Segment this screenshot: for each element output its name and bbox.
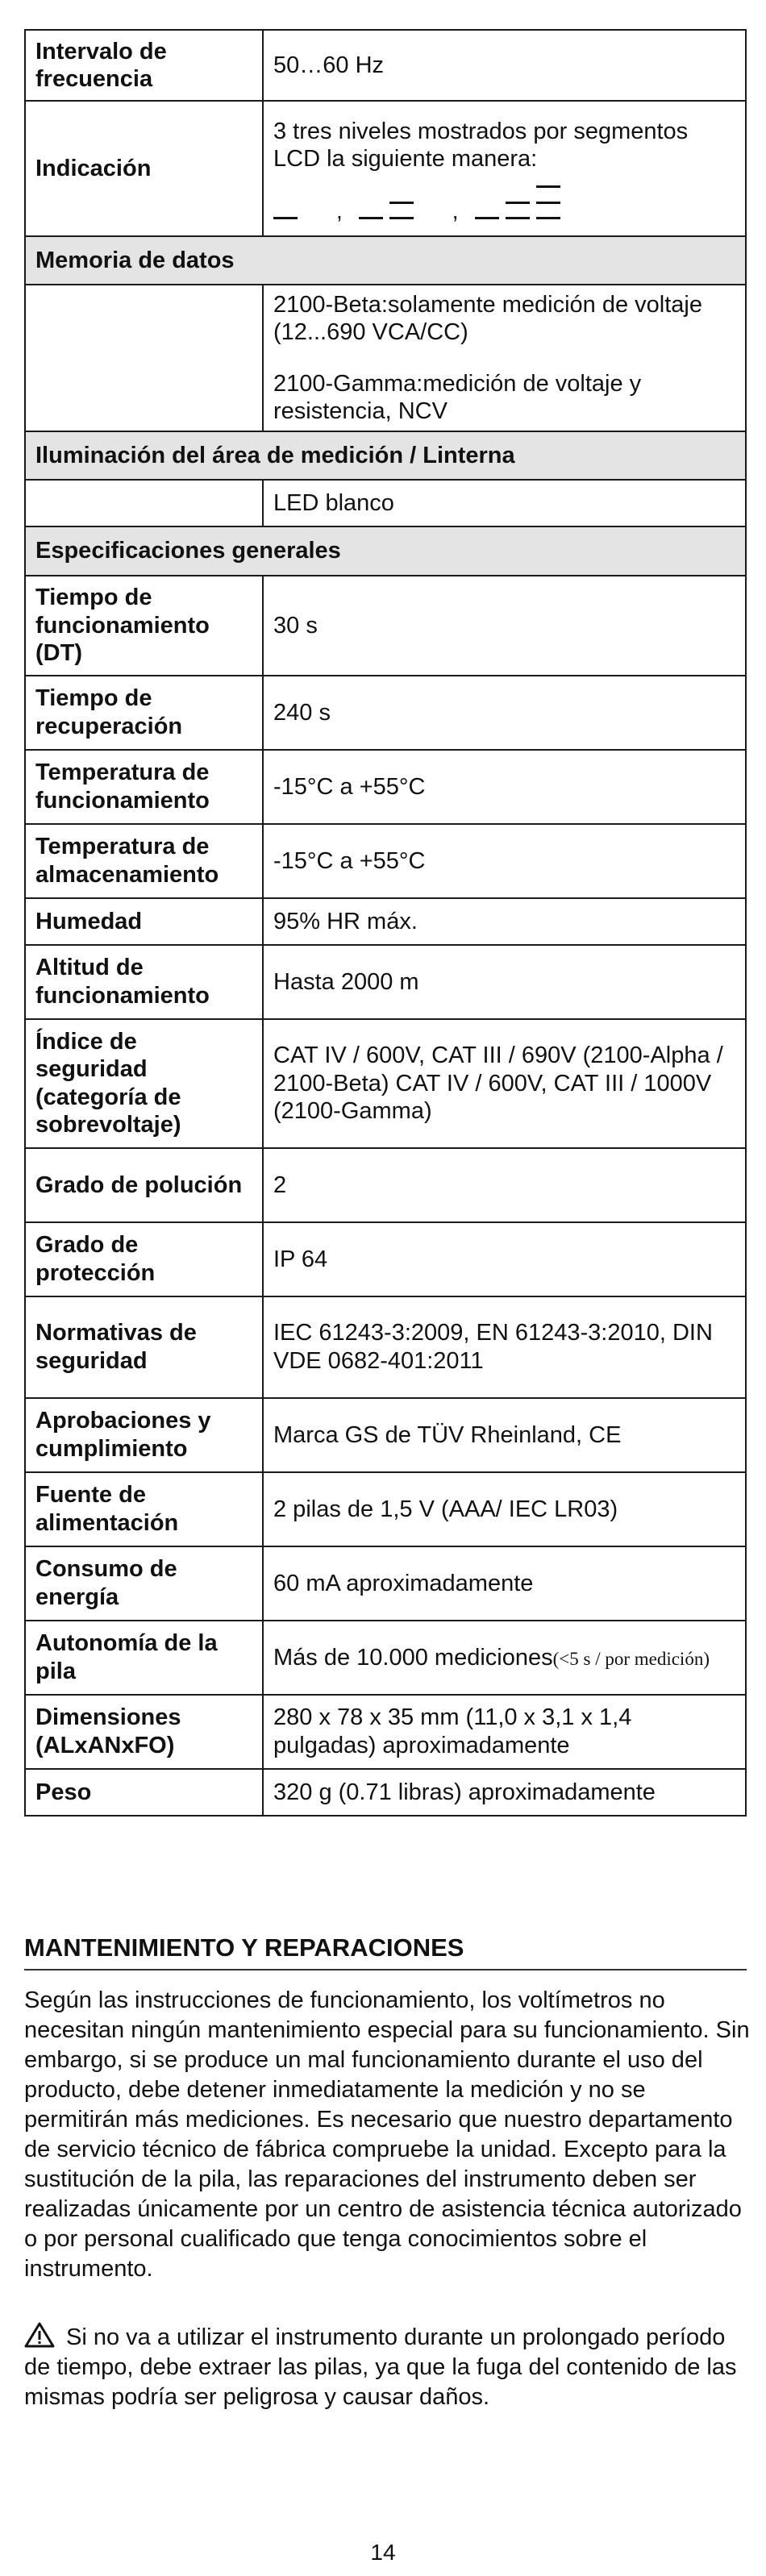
row-value: 95% HR máx. bbox=[263, 898, 746, 945]
memory-gamma-text: 2100-Gamma:medición de voltaje y resistencia, NCV bbox=[273, 371, 642, 425]
row-label: Consumo de energía bbox=[25, 1546, 263, 1621]
section-title: Memoria de datos bbox=[25, 236, 746, 285]
row-value: 280 x 78 x 35 mm (11,0 x 3,1 x 1,4 pulgadas) aproximadamente bbox=[263, 1695, 746, 1769]
battery-life-text: Más de 10.000 mediciones bbox=[273, 1644, 553, 1671]
row-label: Dimensiones (ALxANxFO) bbox=[25, 1695, 263, 1769]
table-row bbox=[25, 1472, 746, 1546]
row-label: Autonomía de la pila bbox=[25, 1621, 263, 1695]
lcd-level-1 bbox=[273, 182, 304, 219]
row-label: Fuente de alimentación bbox=[25, 1472, 263, 1546]
page-number: 14 bbox=[370, 2540, 396, 2565]
row-label: Intervalo de frecuencia bbox=[25, 30, 263, 101]
row-label bbox=[25, 480, 263, 526]
row-label: Tiempo de funcionamiento (DT) bbox=[25, 576, 263, 676]
row-value: -15°C a +55°C bbox=[263, 750, 746, 824]
row-value bbox=[263, 285, 746, 431]
table-row bbox=[25, 480, 746, 526]
table-row bbox=[25, 30, 746, 101]
row-value: IP 64 bbox=[263, 1222, 746, 1296]
row-value bbox=[263, 1621, 746, 1695]
row-label: Humedad bbox=[25, 898, 263, 945]
maintenance-heading: MANTENIMIENTO Y REPARACIONES bbox=[24, 1933, 747, 1970]
table-row bbox=[25, 1769, 746, 1816]
row-label: Peso bbox=[25, 1769, 263, 1816]
table-row bbox=[25, 1546, 746, 1621]
row-label: Grado de protección bbox=[25, 1222, 263, 1296]
warning-text: Si no va a utilizar el instrumento durante un prolongado período de tiempo, debe extraer las pilas, ya que la fuga del contenido de las mismas podría ser peligrosa y causar daños. bbox=[24, 2324, 737, 2410]
row-label: Indicación bbox=[25, 101, 263, 236]
row-value: IEC 61243-3:2009, EN 61243-3:2010, DIN VDE 0682-401:2011 bbox=[263, 1296, 746, 1398]
row-label: Temperatura de funcionamiento bbox=[25, 750, 263, 824]
warning-triangle-icon bbox=[24, 2322, 55, 2348]
lcd-digit bbox=[389, 182, 414, 219]
row-value: Hasta 2000 m bbox=[263, 945, 746, 1019]
lcd-digit bbox=[536, 182, 560, 219]
row-label: Altitud de funcionamiento bbox=[25, 945, 263, 1019]
table-row bbox=[25, 1019, 746, 1148]
row-value: -15°C a +55°C bbox=[263, 824, 746, 898]
table-row bbox=[25, 1695, 746, 1769]
lcd-digit bbox=[359, 182, 383, 219]
section-header-general-specs bbox=[25, 526, 746, 575]
table-row bbox=[25, 1296, 746, 1398]
indication-text: 3 tres niveles mostrados por segmentos LCD la siguiente manera: bbox=[273, 118, 689, 172]
maintenance-paragraph: Según las instrucciones de funcionamiento, los voltímetros no necesitan ningún mantenimiento especial para su funcionamiento. Sin embargo, si se produce un mal funcionamiento durante el uso del producto, debe detener inmediatamente la medición y no se permitirán más mediciones. Es necesario que nuestro departamento de servicio técnico de fábrica compruebe la unidad. Excepto para la sustitución de la pila, las reparaciones del instrumento deben ser realizadas únicamente por un centro de asistencia técnica autorizado o por personal cualificado que tenga conocimientos sobre el instrumento. bbox=[24, 1987, 750, 2282]
table-row bbox=[25, 1398, 746, 1472]
warning-paragraph bbox=[24, 2322, 750, 2412]
row-label: Temperatura de almacenamiento bbox=[25, 824, 263, 898]
table-row bbox=[25, 945, 746, 1019]
table-row bbox=[25, 898, 746, 945]
battery-life-note: (<5 s / por medición) bbox=[552, 1648, 710, 1669]
section-title: Especificaciones generales bbox=[25, 526, 746, 575]
table-row bbox=[25, 1222, 746, 1296]
section-header-data-memory bbox=[25, 236, 746, 285]
row-value: CAT IV / 600V, CAT III / 690V (2100-Alpha / 2100-Beta) CAT IV / 600V, CAT III / 1000V (2100-Gamma) bbox=[263, 1019, 746, 1148]
row-value-indication bbox=[263, 101, 746, 236]
row-value: 50…60 Hz bbox=[263, 30, 746, 101]
specifications-table bbox=[24, 29, 747, 1817]
lcd-digit bbox=[506, 182, 530, 219]
row-value: 60 mA aproximadamente bbox=[263, 1546, 746, 1621]
row-value: Marca GS de TÜV Rheinland, CE bbox=[263, 1398, 746, 1472]
table-row bbox=[25, 750, 746, 824]
row-value: 30 s bbox=[263, 576, 746, 676]
lcd-level-2 bbox=[359, 182, 420, 219]
table-row bbox=[25, 576, 746, 676]
row-value: 320 g (0.71 libras) aproximadamente bbox=[263, 1769, 746, 1816]
row-label bbox=[25, 285, 263, 431]
section-title: Iluminación del área de medición / Linterna bbox=[25, 431, 746, 480]
table-row bbox=[25, 824, 746, 898]
row-label: Aprobaciones y cumplimiento bbox=[25, 1398, 263, 1472]
row-value: 2 bbox=[263, 1148, 746, 1222]
row-label: Grado de polución bbox=[25, 1148, 263, 1222]
lcd-level-3 bbox=[475, 182, 567, 219]
lcd-separator: , bbox=[336, 198, 343, 224]
table-row bbox=[25, 101, 746, 236]
row-label: Índice de seguridad (categoría de sobrevoltaje) bbox=[25, 1019, 263, 1148]
table-row bbox=[25, 1621, 746, 1695]
lcd-digit bbox=[273, 182, 298, 219]
lcd-separator: , bbox=[452, 198, 459, 224]
section-header-illumination bbox=[25, 431, 746, 480]
row-value: LED blanco bbox=[263, 480, 746, 526]
row-label: Tiempo de recuperación bbox=[25, 676, 263, 750]
table-row bbox=[25, 1148, 746, 1222]
row-label: Normativas de seguridad bbox=[25, 1296, 263, 1398]
table-row bbox=[25, 285, 746, 431]
row-value: 240 s bbox=[263, 676, 746, 750]
table-row bbox=[25, 676, 746, 750]
lcd-segments-illustration bbox=[273, 181, 735, 224]
row-value: 2 pilas de 1,5 V (AAA/ IEC LR03) bbox=[263, 1472, 746, 1546]
lcd-digit bbox=[475, 182, 499, 219]
memory-beta-text: 2100-Beta:solamente medición de voltaje (12...690 VCA/CC) bbox=[273, 291, 702, 345]
